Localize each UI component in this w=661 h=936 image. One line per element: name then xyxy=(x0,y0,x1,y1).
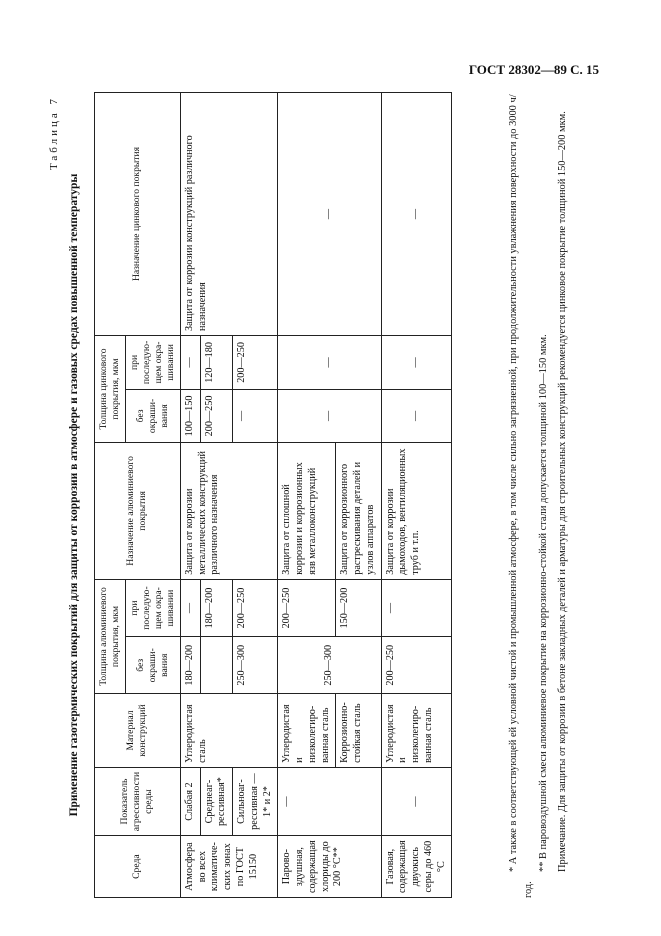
cell-purpose: Защита от сплошной коррозии и коррозионных язв металлоконструкций xyxy=(278,443,336,580)
col-zn-thickness: Толщина цинкового покрытия, мкм xyxy=(95,335,126,442)
cell-value: — xyxy=(278,335,381,389)
cell-material: Углеродистая сталь xyxy=(180,694,278,768)
cell-medium: Паровоздушная, содержащая хлориды до 200 °С** xyxy=(278,836,381,898)
cell-value: — xyxy=(381,579,452,637)
cell-purpose: — xyxy=(381,93,452,336)
cell-value: — xyxy=(233,389,278,442)
cell-value: — xyxy=(180,335,200,389)
cell-value: 120—180 xyxy=(200,335,233,389)
cell-value: — xyxy=(381,389,452,442)
col-zn-with-paint: при последующем окрашивании xyxy=(125,335,180,389)
cell-aggressiveness: — xyxy=(278,767,381,835)
cell-value: 200—250 xyxy=(200,389,233,442)
cell-value: 100—150 xyxy=(180,389,200,442)
cell-value: 180—200 xyxy=(200,579,233,637)
cell-value: — xyxy=(278,389,381,442)
cell-value: 180—200 xyxy=(180,637,200,694)
col-al-no-paint: без окрашивания xyxy=(125,637,180,694)
rotated-page-content xyxy=(42,92,602,898)
table-row xyxy=(180,93,200,898)
col-al-with-paint: при последующем окрашивании xyxy=(125,579,180,637)
cell-aggressiveness: — xyxy=(381,767,452,835)
table-row xyxy=(381,93,452,898)
cell-purpose: Защита от коррозионного растрескивания деталей и узлов аппаратов xyxy=(336,443,381,580)
cell-medium: Газовая, содержащая двуокись серы до 460 °С xyxy=(381,836,452,898)
cell-value: 200—250 xyxy=(233,579,278,637)
col-al-purpose: Назначение алюминиевого покрытия xyxy=(95,443,181,580)
col-al-thickness: Толщина алюминиевого покрытия, мкм xyxy=(95,579,126,693)
cell-value: 150—200 xyxy=(336,579,381,637)
cell-value: 250—300 xyxy=(278,637,381,694)
coatings-table xyxy=(94,92,452,898)
cell-value: — xyxy=(381,335,452,389)
page-header: ГОСТ 28302—89 С. 15 xyxy=(468,62,599,77)
cell-value xyxy=(200,637,233,694)
col-aggressiveness: Показатель агрессивности среды xyxy=(95,767,181,835)
table-title: Применение газотермических покрытий для защиты от коррозии в атмосфере и газовых средах повышенной температуры xyxy=(68,173,80,817)
cell-aggressiveness: Среднеагрессивная* xyxy=(200,767,233,835)
cell-material: Углеродистая и низколегированная сталь xyxy=(381,694,452,768)
cell-value: — xyxy=(180,579,200,637)
cell-purpose: Защита от коррозии дымоходов, вентиляционных труб и т.п. xyxy=(381,443,452,580)
table-label: Таблица 7 xyxy=(48,96,60,171)
cell-value: 200—250 xyxy=(278,579,336,637)
cell-purpose: Защита от коррозии металлических конструкций различного назначения xyxy=(180,443,278,580)
cell-value: 200—250 xyxy=(233,335,278,389)
col-zn-no-paint: без окрашивания xyxy=(125,389,180,442)
cell-aggressiveness: Сильноагрессивная — 1* и 2* xyxy=(233,767,278,835)
cell-value: 250—300 xyxy=(233,637,278,694)
cell-material: Углеродистая и низколегированная сталь xyxy=(278,694,336,768)
footnote-2: ** В паровоздушной смеси алюминиевое покрытие на коррозионно-стойкой стали допускается толщиной 100—150 мкм. xyxy=(538,334,550,872)
cell-medium: Атмосфера во всех климатических зонах по ГОСТ 15150 xyxy=(180,836,278,898)
cell-aggressiveness: Слабая 2 xyxy=(180,767,200,835)
footnote-1: * А также в соответствующей ей условной чистой и промышленной атмосфере, в том числе сильно загрязненной, при продолжительности увлажнения поверхности до 3000 ч/год. xyxy=(508,94,535,898)
cell-purpose: Защита от коррозии конструкций различного назначения xyxy=(180,93,278,336)
table-row xyxy=(278,93,336,898)
col-medium: Среда xyxy=(95,836,181,898)
cell-purpose: — xyxy=(278,93,381,336)
cell-material: Коррозионностойкая сталь xyxy=(336,694,381,768)
cell-value: 200—250 xyxy=(381,637,452,694)
note: Примечание. Для защиты от коррозии в бетоне закладных деталей и арматуры для строительных конструкций рекомендуется цинковое покрытие толщиной 150—200 мкм. xyxy=(557,111,569,872)
footnotes xyxy=(506,92,570,898)
col-zn-purpose: Назначение цинкового покрытия xyxy=(95,93,181,336)
header-row-1 xyxy=(95,93,126,898)
col-material: Материал конструкций xyxy=(95,694,181,768)
